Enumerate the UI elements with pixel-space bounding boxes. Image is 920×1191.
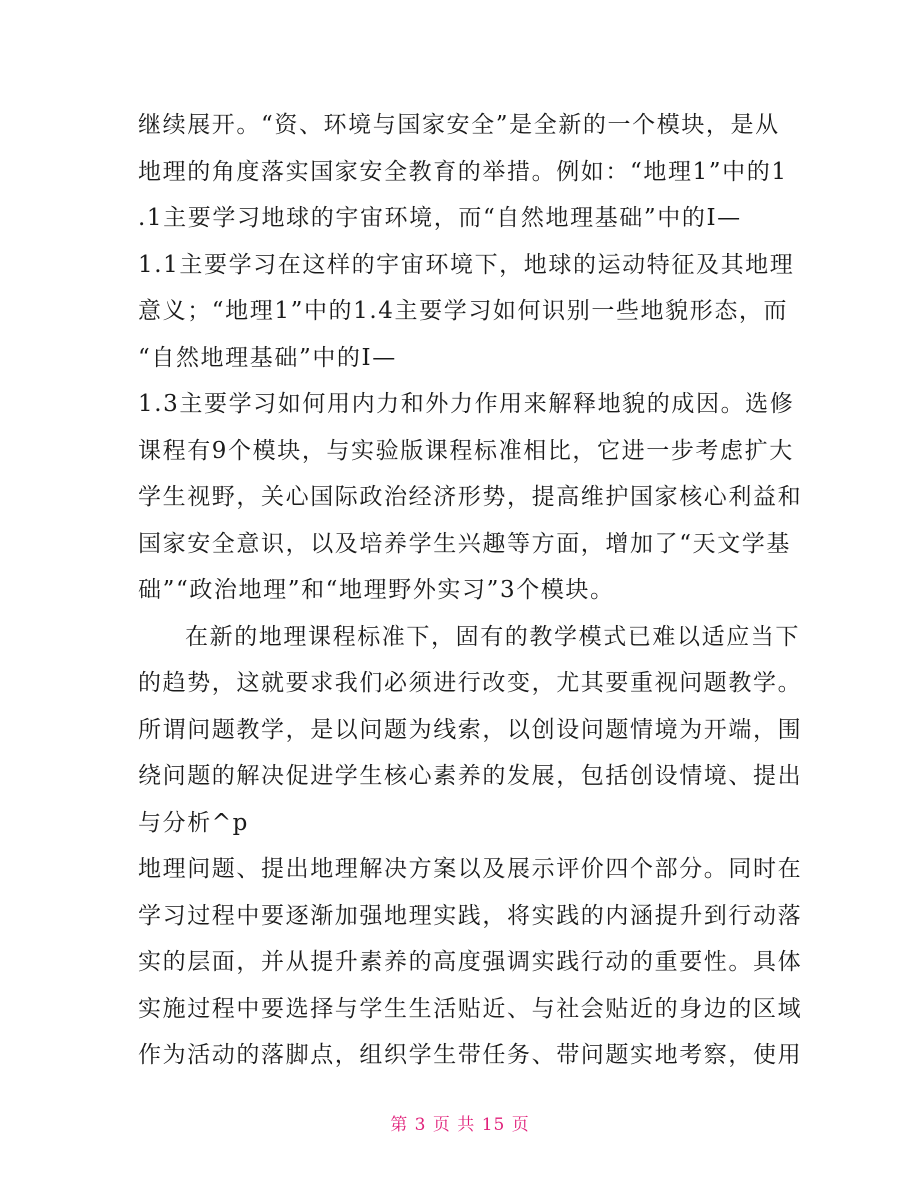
page-number: 第 3 页 共 15 页 [390,1115,530,1135]
text-line-12: 在新的地理课程标准下，固有的教学模式已难以适应当下 [185,623,800,650]
text-line-15: 绕问题的解决促进学生核心素养的发展，包括创设情境、提出 [138,763,803,789]
text-line-19: 实的层面，并从提升素养的高度强调实践行动的重要性。具体 [138,949,803,975]
text-line-10: 国家安全意识，以及培养学生兴趣等方面，增加了“天文学基 [138,530,791,557]
text-line-7: 1.3主要学习如何用内力和外力作用来解释地貌的成因。选修 [138,391,795,417]
text-line-13: 的趋势，这就要求我们必须进行改变，尤其要重视问题教学。 [138,670,803,696]
text-line-1: 继续展开。“资、环境与国家安全”是全新的一个模块，是从 [138,112,780,138]
text-line-11: 础”“政治地理”和“地理野外实习”3个模块。 [138,577,615,603]
text-line-5: 意义；“地理1”中的1.4主要学习如何识别一些地貌形态，而 [138,298,789,324]
body-text [138,102,803,1079]
text-line-14: 所谓问题教学，是以问题为线索，以创设问题情境为开端，围 [138,716,803,743]
text-line-3: .1主要学习地球的宇宙环境，而“自然地理基础”中的I— [138,205,742,231]
text-line-20: 实施过程中要选择与学生生活贴近、与社会贴近的身边的区域 [138,995,803,1022]
text-line-18: 学习过程中要逐渐加强地理实践，将实践的内涵提升到行动落 [138,902,803,929]
text-line-6: “自然地理基础”中的I— [138,344,397,371]
text-line-21: 作为活动的落脚点，组织学生带任务、带问题实地考察，使用 [138,1042,803,1068]
text-line-2: 地理的角度落实国家安全教育的举措。例如：“地理1”中的1 [138,158,788,185]
text-line-17: 地理问题、提出地理解决方案以及展示评价四个部分。同时在 [138,856,803,882]
text-line-16: 与分析^p [138,809,249,836]
text-line-8: 课程有9个模块，与实验版课程标准相比，它进一步考虑扩大 [138,437,794,464]
text-line-9: 学生视野，关心国际政治经济形势，提高维护国家核心利益和 [138,484,803,510]
text-line-4: 1.1主要学习在这样的宇宙环境下，地球的运动特征及其地理 [138,251,795,278]
